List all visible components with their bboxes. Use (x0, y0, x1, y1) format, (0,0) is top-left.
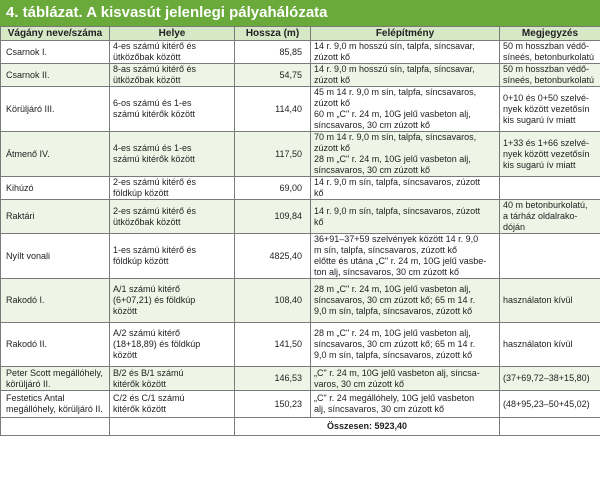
cell-structure-line: síncsavaros, 30 cm zúzott kő; 65 m 14 r. (314, 339, 476, 349)
cell-track-name (1, 200, 110, 234)
cell-location-line: ütközőbak között (113, 52, 181, 62)
cell-note-line: 50 m hosszban védő- (503, 64, 590, 74)
cell-note-line: a tárház oldalrako- (503, 211, 578, 221)
cell-structure (311, 41, 500, 64)
cell-structure-line: 14 r. 9,0 m sín, talpfa, síncsavaros, zúzott (314, 177, 481, 187)
cell-note-line: dóján (503, 222, 526, 232)
table-row (1, 391, 600, 418)
cell-location-line: ütközőbak között (113, 216, 181, 227)
table-row (1, 177, 600, 200)
cell-location (110, 367, 235, 391)
cell-length: 146,53 (235, 367, 311, 391)
cell-track-name-line: Rakodó II. (6, 339, 48, 349)
cell-track-name-line: Kihúzó (6, 182, 34, 193)
cell-location-line: ütközőbak között (113, 75, 181, 85)
cell-structure (311, 200, 500, 234)
cell-note-line: nyek között vezetősín (503, 103, 590, 114)
cell-structure-line: 28 m „C" r. 24 m, 10G jelű vasbeton alj, (314, 284, 471, 294)
total-empty-cell (500, 418, 600, 436)
cell-location (110, 132, 235, 177)
cell-location-line: B/2 és B/1 számú (113, 367, 184, 378)
cell-structure-line: 70 m 14 r. 9,0 m sín, talpfa, síncsavaros, (314, 132, 477, 142)
cell-note (500, 391, 600, 418)
cell-structure-line: 28 m „C" r. 24 m, 10G jelű vasbeton alj, (314, 328, 471, 338)
cell-length: 150,23 (235, 391, 311, 418)
cell-note-line: kis sugarú ív miatt (503, 159, 576, 170)
cell-location-line: 4-es számú kitérő és (113, 41, 197, 51)
cell-location-line: 4-es számú és 1-es (113, 143, 192, 153)
cell-structure-line: 45 m 14 r. 9,0 m sín, talpfa, síncsavaros, (314, 87, 477, 97)
cell-location-line: 2-es számú kitérő és (113, 177, 197, 187)
cell-note (500, 234, 600, 279)
cell-note-line: (37+69,72–38+15,80) (503, 373, 590, 383)
cell-structure (311, 367, 500, 391)
cell-structure-line: 28 m „C" r. 24 m, 10G jelű vasbeton alj, (314, 154, 471, 164)
header-length: Hossza (m) (235, 27, 311, 41)
cell-note (500, 87, 600, 132)
cell-structure (311, 177, 500, 200)
cell-location-line: kitérők között (113, 404, 167, 414)
cell-structure-line: 9,0 m sín, talpfa, síncsavaros, zúzott kő (314, 350, 473, 360)
cell-track-name (1, 279, 110, 323)
cell-length: 141,50 (235, 323, 311, 367)
cell-note-line: (48+95,23–50+45,02) (503, 398, 590, 409)
table-row (1, 64, 600, 87)
cell-track-name-line: Átmenő IV. (6, 148, 50, 159)
table-row (1, 323, 600, 367)
cell-note-line: használaton kívül (503, 339, 573, 349)
cell-note-line: használaton kívül (503, 295, 573, 305)
header-note: Megjegyzés (500, 27, 600, 41)
cell-structure-line: 60 m „C" r. 24 m, 10G jelű vasbeton alj, (314, 109, 471, 119)
cell-structure-line: ton alj, síncsavaros, 30 cm zúzott kő (314, 267, 460, 277)
header-location: Helye (110, 27, 235, 41)
cell-note (500, 64, 600, 87)
cell-note-line: síneés, betonburkolatú (503, 52, 595, 62)
cell-structure (311, 234, 500, 279)
cell-track-name-line: Körüljáró III. (6, 103, 55, 114)
table-row (1, 132, 600, 177)
cell-location-line: földkúp között (113, 188, 169, 198)
cell-note-line: 50 m hosszban védő- (503, 41, 590, 51)
cell-structure-line: 14 r. 9,0 m sín, talpfa, síncsavaros, zúzott (314, 205, 481, 216)
cell-location-line: számú kitérők között (113, 109, 196, 119)
cell-location-line: (18+18,89) és földkúp (113, 339, 201, 349)
table-title: 4. táblázat. A kisvasút jelenlegi pályahálózata (0, 0, 600, 26)
cell-note-line: 0+10 és 0+50 szelvé- (503, 92, 590, 103)
cell-structure-line: m sín, talpfa, síncsavaros, zúzott kő (314, 245, 458, 255)
cell-track-name (1, 391, 110, 418)
cell-structure-line: síncsavaros, 30 cm zúzott kő (314, 120, 431, 130)
cell-track-name (1, 367, 110, 391)
cell-structure-line: zúzott kő (314, 98, 351, 108)
cell-structure-line: zúzott kő (314, 75, 351, 85)
header-row (1, 27, 600, 41)
cell-note-line: kis sugarú ív miatt (503, 114, 576, 125)
cell-structure-line: kő (314, 188, 324, 198)
cell-location-line: 8-as számú kitérő és (113, 64, 197, 74)
cell-structure (311, 64, 500, 87)
table-row (1, 234, 600, 279)
cell-length: 117,50 (235, 132, 311, 177)
cell-location (110, 41, 235, 64)
cell-structure-line: 14 r. 9,0 m hosszú sín, talpfa, síncsavar, (314, 64, 475, 74)
cell-track-name (1, 87, 110, 132)
cell-structure (311, 132, 500, 177)
cell-structure (311, 391, 500, 418)
cell-structure-line: síncsavaros, 30 cm zúzott kő; 65 m 14 r. (314, 295, 476, 305)
cell-location-line: földkúp között (113, 256, 169, 266)
cell-location (110, 234, 235, 279)
table-row (1, 87, 600, 132)
cell-location-line: 2-es számú kitérő és (113, 205, 197, 216)
total-empty-cell (1, 418, 110, 436)
cell-location (110, 323, 235, 367)
cell-note (500, 200, 600, 234)
cell-length: 108,40 (235, 279, 311, 323)
cell-structure-line: „C" r. 24 m, 10G jelű vasbeton alj, síncsa- (314, 367, 480, 378)
cell-location (110, 87, 235, 132)
cell-note (500, 323, 600, 367)
cell-structure-line: zúzott kő (314, 143, 351, 153)
cell-note (500, 132, 600, 177)
cell-track-name (1, 234, 110, 279)
cell-location-line: C/2 és C/1 számú (113, 393, 185, 403)
cell-structure-line: zúzott kő (314, 52, 351, 62)
table-row (1, 279, 600, 323)
cell-location-line: 6-os számú és 1-es (113, 98, 192, 108)
cell-length: 114,40 (235, 87, 311, 132)
cell-structure-line: kő (314, 216, 324, 227)
cell-track-name-line: Nyílt vonali (6, 250, 51, 261)
cell-location-line: A/2 számú kitérő (113, 328, 181, 338)
total-row (1, 418, 600, 436)
cell-location-line: kitérők között (113, 378, 167, 389)
cell-track-name (1, 132, 110, 177)
cell-structure (311, 323, 500, 367)
cell-track-name (1, 41, 110, 64)
cell-note-line: síneés, betonburkolatú (503, 75, 595, 85)
cell-structure-line: előtte és utána „C" r. 24 m, 10G jelű vasbe- (314, 256, 487, 266)
cell-location-line: (6+07,21) és földkúp (113, 295, 196, 305)
table-row (1, 41, 600, 64)
cell-structure-line: alj, síncsavaros, 30 cm zúzott kő (314, 404, 445, 414)
table-row (1, 200, 600, 234)
cell-structure-line: varos, 30 cm zúzott kő (314, 378, 405, 389)
cell-location-line: 1-es számú kitérő és (113, 245, 197, 255)
cell-location (110, 391, 235, 418)
cell-structure-line: síncsavaros, 30 cm zúzott kő (314, 165, 431, 175)
cell-length: 69,00 (235, 177, 311, 200)
cell-track-name-line: Rakodó I. (6, 295, 45, 305)
header-structure: Felépítmény (311, 27, 500, 41)
track-network-table (0, 26, 600, 436)
cell-location (110, 200, 235, 234)
cell-location (110, 279, 235, 323)
cell-location-line: között (113, 350, 138, 360)
cell-track-name (1, 64, 110, 87)
cell-structure-line: 36+91–37+59 szelvények között 14 r. 9,0 (314, 234, 479, 244)
table-row (1, 367, 600, 391)
cell-location (110, 177, 235, 200)
cell-track-name-line: megállóhely, körüljáró II. (6, 404, 103, 414)
cell-structure (311, 87, 500, 132)
cell-track-name-line: körüljáró II. (6, 378, 51, 389)
cell-location (110, 64, 235, 87)
cell-length: 4825,40 (235, 234, 311, 279)
cell-length: 109,84 (235, 200, 311, 234)
cell-note-line: nyek között vezetősín (503, 148, 590, 159)
cell-track-name-line: Csarnok I. (6, 46, 48, 57)
cell-location-line: számú kitérők között (113, 154, 196, 164)
total-value: Összesen: 5923,40 (235, 418, 500, 436)
cell-track-name-line: Festetics Antal (6, 393, 65, 403)
cell-note-line: 40 m betonburkolatú, (503, 200, 588, 210)
cell-track-name-line: Peter Scott megállóhely, (6, 367, 103, 378)
cell-location-line: A/1 számú kitérő (113, 284, 181, 294)
total-empty-cell (110, 418, 235, 436)
cell-note-line: 1+33 és 1+66 szelvé- (503, 137, 590, 148)
cell-length: 85,85 (235, 41, 311, 64)
cell-track-name (1, 177, 110, 200)
cell-track-name-line: Raktári (6, 211, 35, 221)
cell-length: 54,75 (235, 64, 311, 87)
cell-note (500, 367, 600, 391)
cell-structure (311, 279, 500, 323)
cell-location-line: között (113, 306, 138, 316)
cell-track-name-line: Csarnok II. (6, 69, 50, 80)
cell-track-name (1, 323, 110, 367)
cell-note (500, 41, 600, 64)
cell-note (500, 177, 600, 200)
cell-note (500, 279, 600, 323)
cell-structure-line: „C" r. 24 megállóhely, 10G jelű vasbeton (314, 393, 475, 403)
cell-structure-line: 14 r. 9,0 m hosszú sín, talpfa, síncsavar, (314, 41, 475, 51)
cell-structure-line: 9,0 m sín, talpfa, síncsavaros, zúzott kő (314, 306, 473, 316)
header-track-name: Vágány neve/száma (1, 27, 110, 41)
table-body (1, 41, 600, 418)
